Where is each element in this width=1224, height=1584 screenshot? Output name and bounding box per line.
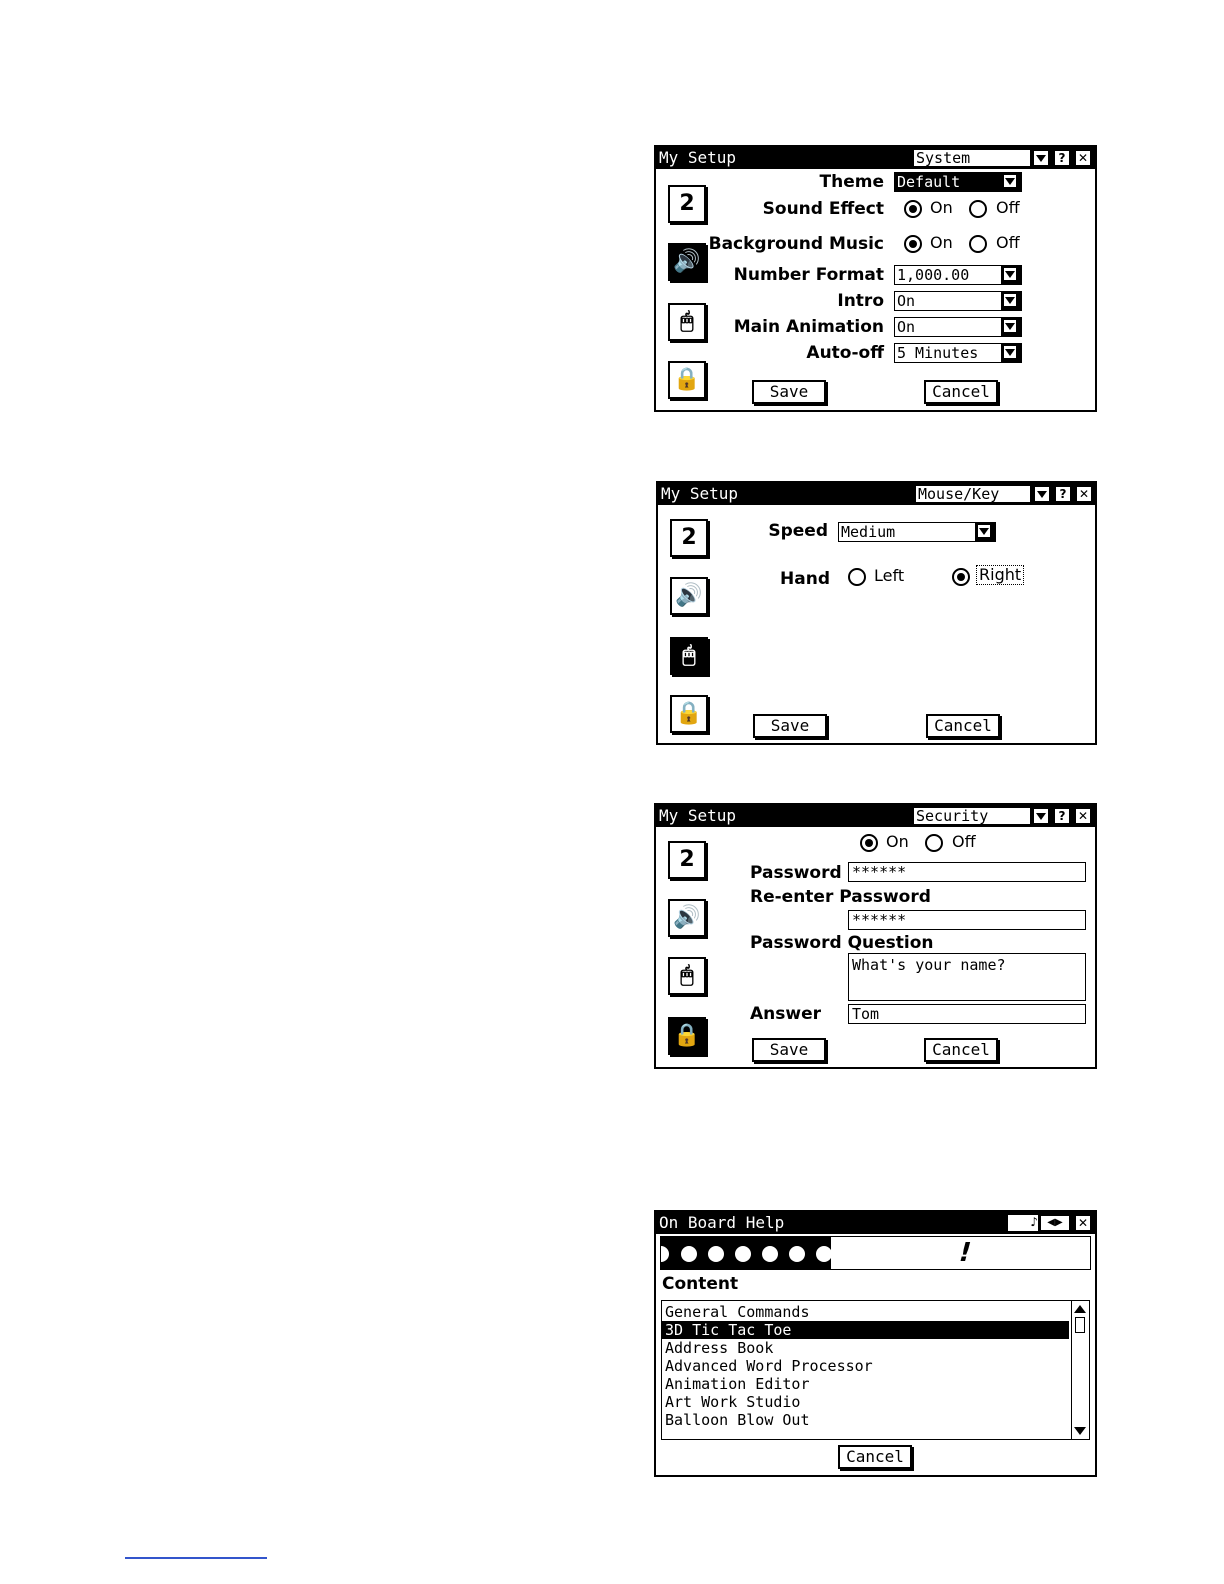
reenter-password-label: Re-enter Password — [750, 887, 931, 907]
main-animation-value: On — [897, 318, 916, 336]
main-animation-dropdown[interactable] — [894, 317, 1022, 337]
chevron-down-icon[interactable] — [1001, 266, 1021, 284]
close-icon[interactable]: ✕ — [1075, 808, 1091, 824]
password-field[interactable]: ****** — [848, 862, 1086, 882]
footnote-rule — [125, 1557, 267, 1559]
background-music-label: Background Music — [708, 234, 884, 254]
theme-value: Default — [897, 173, 961, 191]
answer-label: Answer — [750, 1004, 821, 1024]
cancel-button[interactable]: Cancel — [926, 714, 1000, 738]
scroll-thumb[interactable] — [1075, 1317, 1085, 1333]
chevron-down-icon[interactable] — [1001, 173, 1021, 191]
lock-icon[interactable]: 🔒 — [668, 1017, 706, 1055]
speaker-icon[interactable]: 🔊 — [670, 577, 708, 615]
close-icon[interactable]: ✕ — [1075, 1215, 1091, 1231]
security-setup-window — [654, 803, 1097, 1069]
speed-value: Medium — [841, 523, 896, 541]
number-format-dropdown[interactable] — [894, 265, 1022, 285]
on-board-help-window — [654, 1210, 1097, 1477]
hand-label: Hand — [780, 569, 830, 589]
speaker-icon[interactable]: 🔊 — [668, 243, 706, 281]
content-list[interactable] — [661, 1300, 1090, 1440]
calendar-2-icon[interactable]: 2 — [668, 841, 706, 879]
title-bar — [658, 483, 1095, 505]
close-icon[interactable]: ✕ — [1075, 150, 1091, 166]
password-question-field[interactable]: What's your name? — [848, 953, 1086, 1001]
dot-icon — [816, 1246, 832, 1262]
chevron-down-icon[interactable] — [1001, 292, 1021, 310]
password-question-label: Password Question — [750, 933, 934, 953]
window-title: My Setup — [661, 484, 739, 503]
window-title: On Board Help — [659, 1213, 785, 1232]
list-item[interactable]: Art Work Studio — [665, 1393, 801, 1411]
mouse-icon[interactable]: 🖱 — [668, 303, 706, 341]
content-label: Content — [662, 1274, 739, 1294]
cancel-button[interactable]: Cancel — [924, 1038, 998, 1062]
dot-icon — [681, 1246, 697, 1262]
title-bar — [656, 147, 1095, 169]
speed-label: Speed — [768, 521, 828, 541]
mouse-key-setup-window — [656, 481, 1097, 745]
main-animation-label: Main Animation — [733, 317, 884, 337]
title-bar — [656, 805, 1095, 827]
intro-value: On — [897, 292, 916, 310]
list-item[interactable]: Address Book — [665, 1339, 774, 1357]
scroll-up-icon[interactable] — [1074, 1303, 1086, 1315]
sound-effect-on-label: On — [930, 198, 953, 217]
security-off-radio[interactable] — [925, 834, 943, 852]
mouse-icon[interactable]: 🖱 — [668, 957, 706, 995]
list-item[interactable]: Animation Editor — [665, 1375, 810, 1393]
music-icon[interactable]: ♪ — [1008, 1215, 1038, 1231]
help-icon[interactable]: ? — [1054, 150, 1070, 166]
intro-label: Intro — [837, 291, 884, 311]
background-music-off-label: Off — [996, 233, 1020, 252]
dot-icon — [708, 1246, 724, 1262]
window-title: My Setup — [659, 806, 737, 825]
number-format-label: Number Format — [733, 265, 884, 285]
intro-dropdown[interactable] — [894, 291, 1022, 311]
system-setup-window — [654, 145, 1097, 412]
speaker-toggle-icon[interactable]: ◀▶ — [1040, 1215, 1070, 1231]
theme-label: Theme — [819, 172, 884, 192]
hand-left-radio[interactable] — [848, 568, 866, 586]
list-item[interactable]: Advanced Word Processor — [665, 1357, 873, 1375]
list-scrollbar[interactable] — [1071, 1301, 1089, 1439]
save-button[interactable]: Save — [753, 714, 827, 738]
number-format-value: 1,000.00 — [897, 266, 970, 284]
sound-effect-label: Sound Effect — [762, 199, 884, 219]
section-dropdown-icon[interactable] — [1033, 808, 1049, 824]
dot-icon — [762, 1246, 778, 1262]
scroll-down-icon[interactable] — [1074, 1425, 1086, 1437]
background-music-on-label: On — [930, 233, 953, 252]
chevron-down-icon[interactable] — [1001, 344, 1021, 362]
theme-dropdown[interactable] — [894, 172, 1022, 192]
close-icon[interactable]: ✕ — [1076, 486, 1092, 502]
dot-icon — [735, 1246, 751, 1262]
banner-strip — [661, 1237, 831, 1269]
section-select[interactable]: Mouse/Key — [915, 485, 1031, 503]
title-bar — [656, 1212, 1095, 1234]
password-label: Password — [750, 863, 842, 883]
section-dropdown-icon[interactable] — [1033, 150, 1049, 166]
security-on-label: On — [886, 832, 909, 851]
hand-right-radio[interactable] — [952, 568, 970, 586]
answer-field[interactable]: Tom — [848, 1004, 1086, 1024]
dot-icon — [789, 1246, 805, 1262]
hand-right-label: Right — [976, 565, 1024, 585]
auto-off-value: 5 Minutes — [897, 344, 979, 362]
cancel-button[interactable]: Cancel — [924, 380, 998, 404]
list-item-selected[interactable]: 3D Tic Tac Toe — [662, 1321, 1069, 1339]
background-music-off-radio[interactable] — [969, 235, 987, 253]
auto-off-label: Auto-off — [806, 343, 884, 363]
dot-icon — [660, 1246, 669, 1262]
sound-effect-off-radio[interactable] — [969, 200, 987, 218]
security-on-radio[interactable] — [860, 834, 878, 852]
help-icon[interactable]: ? — [1055, 486, 1071, 502]
sound-effect-off-label: Off — [996, 198, 1020, 217]
cancel-button[interactable]: Cancel — [838, 1445, 912, 1469]
reenter-password-field[interactable]: ****** — [848, 910, 1086, 930]
window-title: My Setup — [659, 148, 737, 167]
help-banner — [660, 1236, 1091, 1270]
calendar-2-icon[interactable]: 2 — [668, 185, 706, 223]
security-off-label: Off — [952, 832, 976, 851]
section-select[interactable]: System — [913, 149, 1031, 167]
save-button[interactable]: Save — [752, 1038, 826, 1062]
background-music-on-radio[interactable] — [904, 235, 922, 253]
section-select[interactable]: Security — [913, 807, 1031, 825]
help-icon[interactable]: ? — [1054, 808, 1070, 824]
section-dropdown-icon[interactable] — [1034, 486, 1050, 502]
chevron-down-icon[interactable] — [975, 523, 995, 541]
speed-dropdown[interactable] — [838, 522, 996, 542]
exclamation-icon: ! — [954, 1238, 975, 1268]
sound-effect-on-radio[interactable] — [904, 200, 922, 218]
save-button[interactable]: Save — [752, 380, 826, 404]
list-item[interactable]: General Commands — [665, 1303, 810, 1321]
chevron-down-icon[interactable] — [1001, 318, 1021, 336]
speaker-icon[interactable]: 🔊 — [668, 899, 706, 937]
lock-icon[interactable]: 🔒 — [668, 361, 706, 399]
lock-icon[interactable]: 🔒 — [670, 695, 708, 733]
mouse-icon[interactable]: 🖱 — [670, 637, 708, 675]
auto-off-dropdown[interactable] — [894, 343, 1022, 363]
list-item[interactable]: Balloon Blow Out — [665, 1411, 810, 1429]
calendar-2-icon[interactable]: 2 — [670, 519, 708, 557]
hand-left-label: Left — [874, 566, 905, 585]
